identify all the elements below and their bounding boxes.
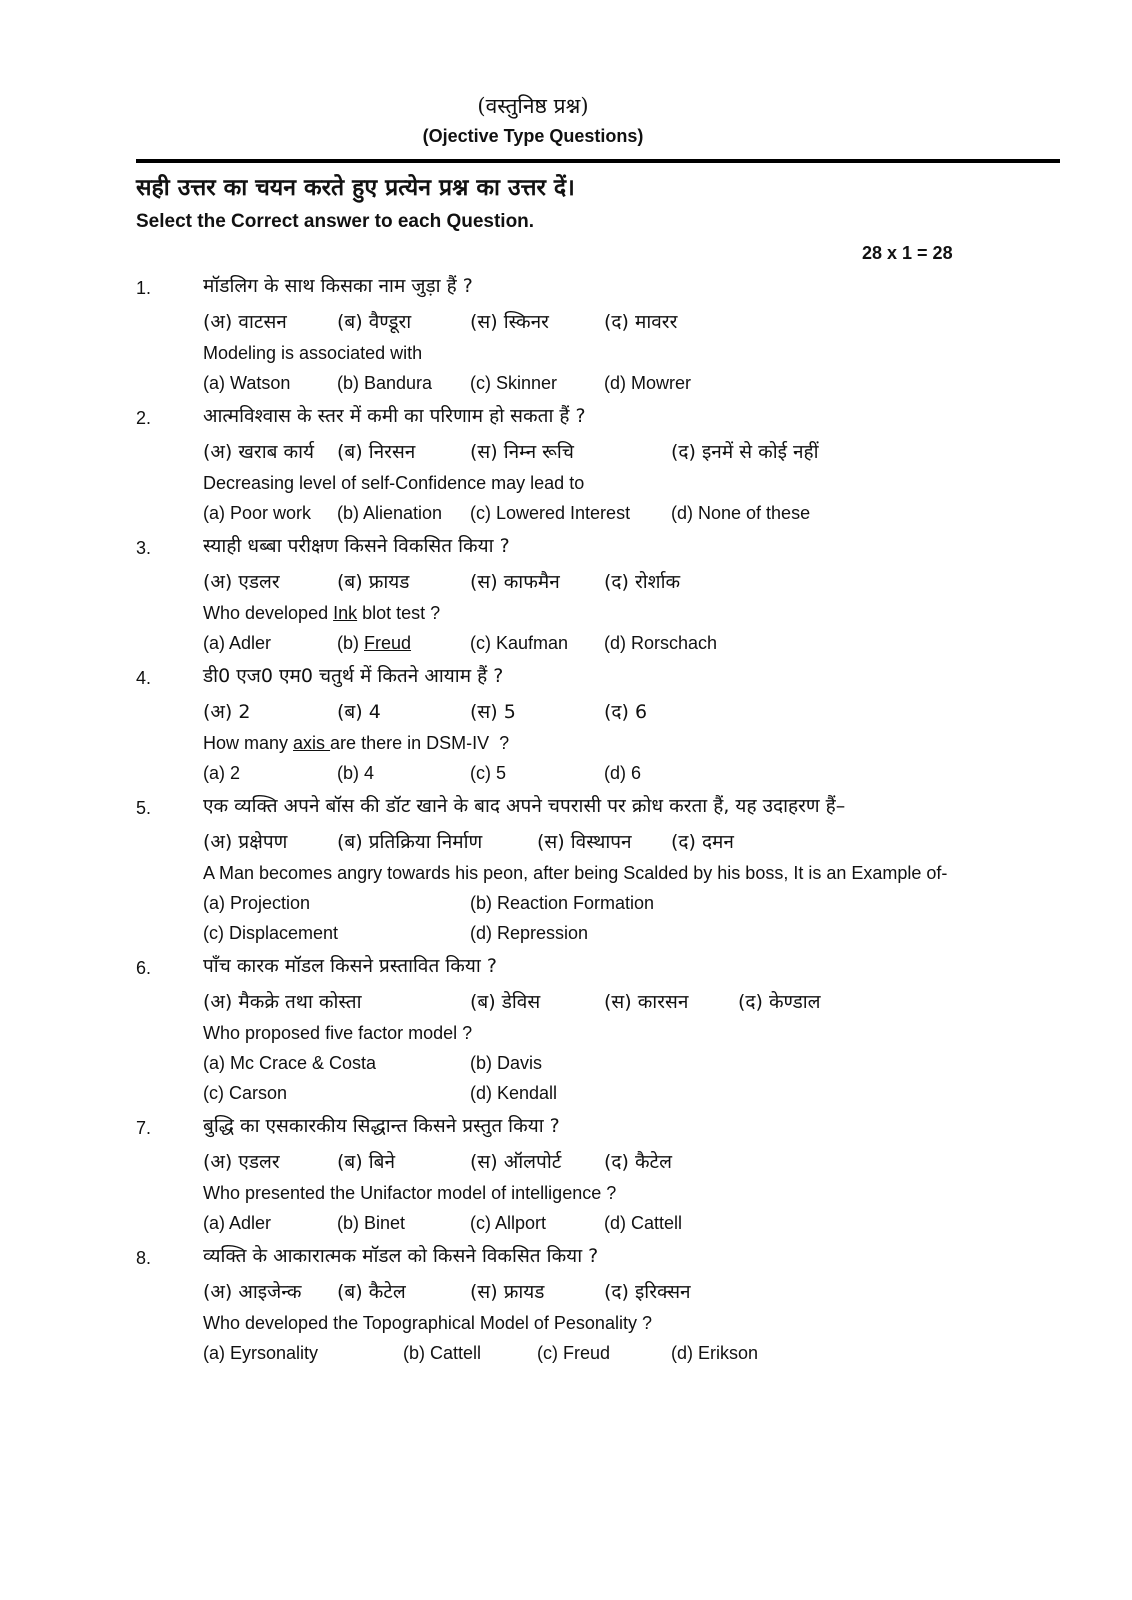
english-options bbox=[0, 760, 1132, 790]
option-c-english: (c) Freud bbox=[537, 1343, 611, 1363]
option-a-hindi: (अ) आइजेन्क bbox=[203, 1281, 302, 1303]
question-number: 2. bbox=[136, 408, 152, 428]
option-d-english: (d) Rorschach bbox=[604, 633, 718, 653]
question-number: 4. bbox=[136, 668, 152, 688]
option-b-hindi: (ब) बिने bbox=[337, 1151, 396, 1173]
underlined-word: Ink bbox=[333, 603, 358, 623]
question-text-hindi: बुद्धि का एसकारकीय सिद्धान्त किसने प्रस्तुत किया ? bbox=[203, 1115, 560, 1137]
option-a-hindi: (अ) एडलर bbox=[203, 571, 280, 593]
underlined-word: Freud bbox=[364, 633, 412, 653]
question-text-english: Who developed the Topographical Model of Pesonality ? bbox=[203, 1313, 652, 1333]
option-d-english: (d) Mowrer bbox=[604, 373, 692, 393]
hindi-options bbox=[0, 438, 1132, 468]
option-b-hindi: (ब) 4 bbox=[337, 701, 381, 723]
option-b-hindi: (ब) फ्रायड bbox=[337, 571, 410, 593]
option-d-english: (d) Cattell bbox=[604, 1213, 683, 1233]
question-english-line bbox=[0, 1020, 1132, 1050]
option-b-english: (b) Bandura bbox=[337, 373, 433, 393]
question-english-line bbox=[0, 600, 1132, 630]
question-text-part: blot test ? bbox=[357, 603, 441, 623]
option-d-hindi: (द) इरिक्सन bbox=[604, 1281, 691, 1303]
option-d-english: (d) None of these bbox=[671, 503, 811, 523]
question-text-hindi: पाँच कारक मॉडल किसने प्रस्तावित किया ? bbox=[203, 955, 497, 977]
instruction-english: Select the Correct answer to each Question. bbox=[136, 211, 535, 232]
option-c-english: (c) Displacement bbox=[203, 923, 339, 943]
option-d-hindi: (द) इनमें से कोई नहीं bbox=[671, 441, 819, 463]
hindi-options bbox=[0, 568, 1132, 598]
option-a-english: (a) Projection bbox=[203, 893, 311, 913]
question-text-part: Who developed bbox=[203, 603, 334, 623]
english-options-row-1 bbox=[0, 890, 1132, 920]
hindi-options bbox=[0, 1148, 1132, 1178]
question-hindi-line bbox=[0, 662, 1132, 692]
question-english-line bbox=[0, 470, 1132, 500]
hindi-options bbox=[0, 828, 1132, 858]
option-c-hindi: (स) कारसन bbox=[604, 991, 689, 1013]
option-d-english: (d) Erikson bbox=[671, 1343, 759, 1363]
option-c-english: (c) 5 bbox=[470, 763, 506, 783]
question-text-hindi: स्याही धब्बा परीक्षण किसने विकसित किया ? bbox=[203, 535, 510, 557]
option-c-hindi: (स) स्किनर bbox=[470, 311, 549, 333]
question-text-hindi: आत्मविश्वास के स्तर में कमी का परिणाम हो सकता हैं ? bbox=[203, 405, 586, 427]
question-number: 6. bbox=[136, 958, 152, 978]
question-number: 1. bbox=[136, 278, 152, 298]
option-b-english: (b) Davis bbox=[470, 1053, 543, 1073]
marks-total: 28 x 1 = 28 bbox=[862, 243, 953, 263]
option-b-english: (b) Cattell bbox=[403, 1343, 482, 1363]
option-a-english: (a) Adler bbox=[203, 633, 272, 653]
option-d-hindi: (द) 6 bbox=[604, 701, 648, 723]
option-b-hindi: (ब) प्रतिक्रिया निर्माण bbox=[337, 831, 483, 853]
page-title-hindi: (वस्तुनिष्ठ प्रश्न) bbox=[477, 94, 589, 118]
hindi-options bbox=[0, 1278, 1132, 1308]
option-c-hindi: (स) विस्थापन bbox=[537, 831, 632, 853]
hindi-options bbox=[0, 988, 1132, 1018]
option-c-english: (c) Lowered Interest bbox=[470, 503, 631, 523]
instruction-hindi: सही उत्तर का चयन करते हुए प्रत्येन प्रश्न का उत्तर दें। bbox=[136, 174, 575, 201]
english-options bbox=[0, 1210, 1132, 1240]
question-text-english bbox=[203, 733, 509, 754]
option-c-hindi: (स) ऑलपोर्ट bbox=[470, 1151, 562, 1173]
option-c-hindi: (स) 5 bbox=[470, 701, 516, 723]
question-hindi-line bbox=[0, 952, 1132, 982]
option-b-hindi: (ब) डेविस bbox=[470, 991, 541, 1013]
question-number: 7. bbox=[136, 1118, 152, 1138]
question-english-line bbox=[0, 1310, 1132, 1340]
option-b-english: (b) Reaction Formation bbox=[470, 893, 655, 913]
option-a-english: (a) Watson bbox=[203, 373, 291, 393]
question-text-hindi: मॉडलिग के साथ किसका नाम जुड़ा हैं ? bbox=[203, 275, 473, 297]
question-text-english bbox=[203, 603, 440, 624]
option-b-english: (b) 4 bbox=[337, 763, 375, 783]
option-a-hindi: (अ) मैकक्रे तथा कोस्ता bbox=[203, 991, 362, 1013]
option-c-hindi: (स) काफमैन bbox=[470, 571, 560, 593]
question-english-line bbox=[0, 1180, 1132, 1210]
question-hindi-line bbox=[0, 1112, 1132, 1142]
question-text-english: Modeling is associated with bbox=[203, 343, 423, 363]
option-d-english: (d) 6 bbox=[604, 763, 642, 783]
english-options bbox=[0, 630, 1132, 660]
option-d-hindi: (द) रोर्शाक bbox=[604, 571, 681, 593]
option-b-hindi: (ब) कैटेल bbox=[337, 1281, 406, 1303]
question-text-hindi: डी0 एज0 एम0 चतुर्थ में कितने आयाम हैं ? bbox=[203, 665, 504, 687]
question-english-line bbox=[0, 860, 1132, 890]
question-number: 3. bbox=[136, 538, 152, 558]
option-d-hindi: (द) केण्डाल bbox=[738, 991, 821, 1013]
option-c-english: (c) Kaufman bbox=[470, 633, 569, 653]
english-options-row-1 bbox=[0, 1050, 1132, 1080]
option-b-english: (b) Binet bbox=[337, 1213, 406, 1233]
question-hindi-line bbox=[0, 272, 1132, 302]
page-title-english: (Ojective Type Questions) bbox=[422, 126, 644, 146]
option-a-english: (a) Poor work bbox=[203, 503, 312, 523]
question-text-part: are there in DSM-IV ? bbox=[330, 733, 510, 753]
header-divider bbox=[136, 159, 1060, 163]
option-a-hindi: (अ) प्रक्षेपण bbox=[203, 831, 288, 853]
option-d-hindi: (द) मावरर bbox=[604, 311, 678, 333]
hindi-options bbox=[0, 698, 1132, 728]
option-c-hindi: (स) निम्न रूचि bbox=[470, 441, 574, 463]
question-english-line bbox=[0, 730, 1132, 760]
option-c-hindi: (स) फ्रायड bbox=[470, 1281, 545, 1303]
question-number: 8. bbox=[136, 1248, 152, 1268]
question-hindi-line bbox=[0, 402, 1132, 432]
question-hindi-line bbox=[0, 1242, 1132, 1272]
english-options bbox=[0, 370, 1132, 400]
option-a-hindi: (अ) वाटसन bbox=[203, 311, 287, 333]
question-text-hindi: एक व्यक्ति अपने बॉस की डॉट खाने के बाद अपने चपरासी पर क्रोध करता हैं, यह उदाहरण हैं– bbox=[203, 795, 846, 817]
english-options bbox=[0, 1340, 1132, 1370]
question-number: 5. bbox=[136, 798, 152, 818]
question-text-english: Who presented the Unifactor model of intelligence ? bbox=[203, 1183, 617, 1203]
underlined-word: axis bbox=[293, 733, 331, 753]
option-a-hindi: (अ) एडलर bbox=[203, 1151, 280, 1173]
option-a-hindi: (अ) 2 bbox=[203, 701, 251, 723]
question-text-english: Decreasing level of self-Confidence may lead to bbox=[203, 473, 585, 493]
question-text-english: Who proposed five factor model ? bbox=[203, 1023, 473, 1043]
option-d-hindi: (द) कैटेल bbox=[604, 1151, 673, 1173]
option-b-english: (b) Alienation bbox=[337, 503, 443, 523]
question-hindi-line bbox=[0, 532, 1132, 562]
english-options-row-2 bbox=[0, 920, 1132, 950]
option-b-hindi: (ब) वैण्डूरा bbox=[337, 311, 412, 333]
question-hindi-line bbox=[0, 792, 1132, 822]
option-prefix: (b) bbox=[337, 633, 364, 653]
option-b-hindi: (ब) निरसन bbox=[337, 441, 416, 463]
hindi-options bbox=[0, 308, 1132, 338]
option-b-english bbox=[337, 633, 411, 654]
option-a-english: (a) 2 bbox=[203, 763, 241, 783]
option-d-english: (d) Repression bbox=[470, 923, 589, 943]
option-a-english: (a) Adler bbox=[203, 1213, 272, 1233]
option-c-english: (c) Skinner bbox=[470, 373, 558, 393]
option-c-english: (c) Allport bbox=[470, 1213, 547, 1233]
question-text-english: A Man becomes angry towards his peon, after being Scalded by his boss, It is an Example of- bbox=[203, 863, 948, 883]
option-a-english: (a) Mc Crace & Costa bbox=[203, 1053, 377, 1073]
question-text-part: How many bbox=[203, 733, 294, 753]
option-c-english: (c) Carson bbox=[203, 1083, 288, 1103]
english-options bbox=[0, 500, 1132, 530]
english-options-row-2 bbox=[0, 1080, 1132, 1110]
option-a-hindi: (अ) खराब कार्य bbox=[203, 441, 315, 463]
option-d-hindi: (द) दमन bbox=[671, 831, 734, 853]
option-a-english: (a) Eyrsonality bbox=[203, 1343, 319, 1363]
question-text-hindi: व्यक्ति के आकारात्मक मॉडल को किसने विकसित किया ? bbox=[203, 1245, 599, 1267]
option-d-english: (d) Kendall bbox=[470, 1083, 558, 1103]
question-english-line bbox=[0, 340, 1132, 370]
